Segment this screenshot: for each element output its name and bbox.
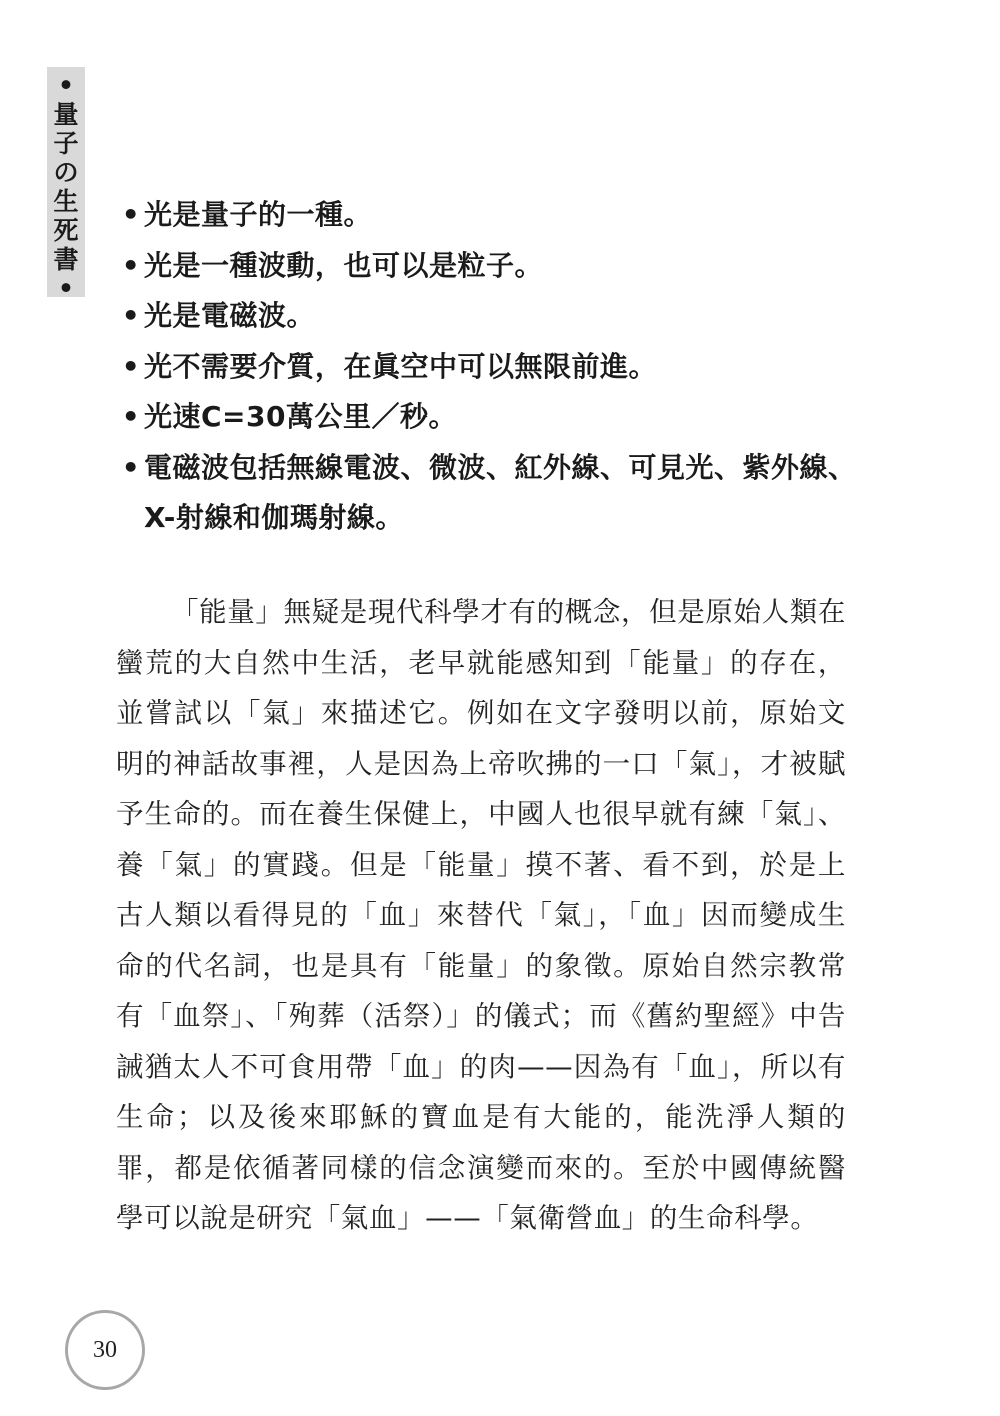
body-paragraph: 「能量」無疑是現代科學才有的概念，但是原始人類在蠻荒的大自然中生活，老早就能感知到「能量」的存在，並嘗試以「氣」來描述它。例如在文字發明以前，原始文明的神話故事裡，人是因為上帝吹拂的一口「氣」，才被賦予生命的。而在養生保健上，中國人也很早就有練「氣」、養「氣」的實踐。但是「能量」摸不著、看不到，於是上古人類以看得見的「血」來替代「氣」，「血」因而變成生命的代名詞，也是具有「能量」的象徵。原始自然宗教常有「血祭」、「殉葬（活祭）」的儀式；而《舊約聖經》中告誡猶太人不可食用帶「血」的肉——因為有「血」，所以有生命；以及後來耶穌的寶血是有大能的，能洗淨人類的罪，都是依循著同樣的信念演變而來的。至於中國傳統醫學可以說是研究「氣血」——「氣衛營血」的生命科學。: [116, 596, 846, 1234]
page-number-badge: [65, 1310, 145, 1390]
bullet-icon: •: [121, 198, 141, 231]
title-char: 生: [53, 187, 79, 216]
title-char: の: [53, 158, 79, 187]
title-char: 死: [53, 216, 79, 245]
list-item-text: 光不需要介質，在眞空中可以無限前進。: [144, 349, 658, 383]
light-facts-list: [118, 190, 858, 544]
page-number: 30: [93, 1336, 117, 1363]
list-item-text: 光是量子的一種。: [144, 198, 373, 231]
bullet-icon: •: [121, 450, 141, 484]
list-item-text: 光是電磁波。: [144, 299, 316, 332]
list-item: [118, 241, 858, 292]
title-char: 子: [53, 129, 79, 158]
bullet-icon: •: [121, 299, 141, 332]
list-item: [118, 291, 858, 342]
book-title-tab: [47, 67, 85, 303]
title-dot-top: •: [58, 71, 74, 100]
list-item-text: 光是一種波動，也可以是粒子。: [144, 248, 544, 282]
title-char: 量: [53, 100, 79, 129]
list-item: [118, 443, 858, 544]
bullet-icon: •: [121, 400, 141, 433]
bullet-icon: •: [121, 248, 141, 282]
list-item: [118, 392, 858, 443]
title-char: 書: [53, 245, 79, 274]
bullet-icon: •: [121, 349, 141, 383]
list-item: [118, 190, 858, 241]
list-item-text: 光速C=30萬公里／秒。: [144, 400, 457, 433]
list-item-text: 電磁波包括無線電波、微波、紅外線、可見光、紫外線、X-射線和伽瑪射線。: [144, 450, 857, 534]
list-item: [118, 342, 858, 393]
title-dot-bottom: •: [58, 274, 74, 303]
